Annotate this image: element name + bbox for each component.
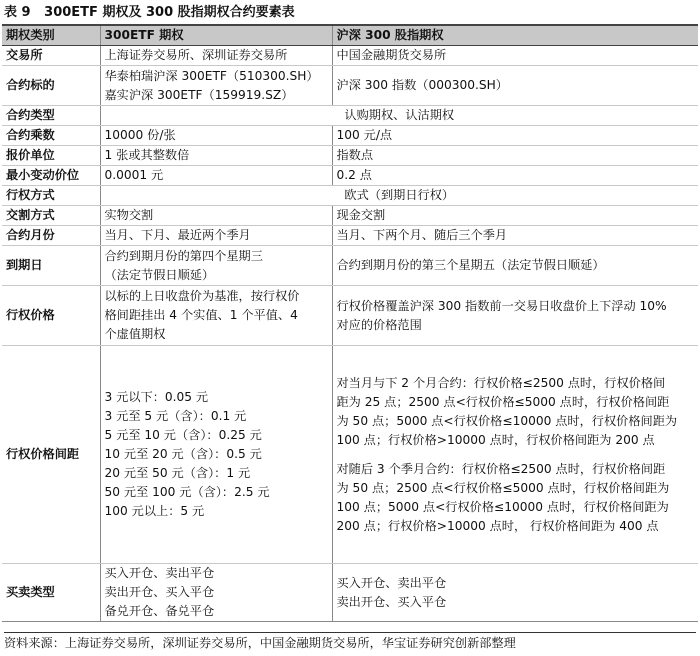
paragraph-gap bbox=[337, 450, 695, 460]
index-option-value bbox=[332, 286, 698, 346]
table-number: 表 9 bbox=[4, 5, 31, 20]
cell-line: 买入开仓、卖出平仓 bbox=[104, 566, 215, 580]
cell-line: 指数点 bbox=[336, 148, 374, 162]
index-option-value bbox=[332, 564, 698, 622]
cell-line: 个虚值期权 bbox=[104, 327, 166, 341]
cell-line: 卖出开仓、买入平仓 bbox=[336, 594, 447, 609]
index-option-value bbox=[332, 66, 698, 106]
index-option-value bbox=[332, 166, 698, 186]
etf-option-value bbox=[100, 346, 332, 564]
cell-line: 10000 份/张 bbox=[104, 128, 176, 142]
cell-line: 当月、下两个月、随后三个季月 bbox=[336, 228, 508, 242]
row-label: 合约乘数 bbox=[2, 126, 100, 146]
table-row bbox=[2, 346, 698, 564]
cell-line: 为 50 点；5000 点<行权价格≤10000 点时，行权价格间距为 bbox=[336, 413, 678, 428]
header-category: 期权类别 bbox=[2, 25, 100, 46]
index-option-value bbox=[332, 346, 698, 564]
cell-line: 对当月与下 2 个月合约：行权价格≤2500 点时，行权价格间 bbox=[336, 375, 666, 390]
table-row bbox=[2, 286, 698, 346]
cell-line: 嘉实沪深 300ETF（159919.SZ） bbox=[104, 87, 294, 102]
table-row bbox=[2, 146, 698, 166]
etf-option-value bbox=[100, 66, 332, 106]
table-row bbox=[2, 206, 698, 226]
etf-option-value bbox=[100, 46, 332, 66]
cell-line: 华泰柏瑞沪深 300ETF（510300.SH） bbox=[104, 68, 319, 83]
table-row bbox=[2, 66, 698, 106]
table-row bbox=[2, 46, 698, 66]
cell-line: 上海证券交易所、深圳证券交易所 bbox=[104, 48, 288, 62]
shared-value: 认购期权、认沽期权 bbox=[100, 106, 698, 126]
etf-option-value bbox=[100, 226, 332, 246]
etf-option-value bbox=[100, 166, 332, 186]
row-label: 合约标的 bbox=[2, 66, 100, 106]
index-option-value bbox=[332, 146, 698, 166]
etf-option-value bbox=[100, 206, 332, 226]
index-option-value bbox=[332, 246, 698, 286]
cell-line: 合约到期月份的第三个星期五（法定节假日顺延） bbox=[336, 258, 605, 272]
cell-line: 备兑开仓、备兑平仓 bbox=[104, 604, 215, 618]
cell-line: 沪深 300 指数（000300.SH） bbox=[336, 78, 508, 92]
index-option-value bbox=[332, 226, 698, 246]
table-row bbox=[2, 226, 698, 246]
row-label: 买卖类型 bbox=[2, 564, 100, 622]
cell-line: 当月、下月、最近两个季月 bbox=[104, 228, 251, 242]
cell-line: 50 元至 100 元（含）：2.5 元 bbox=[104, 485, 270, 499]
cell-line: 实物交割 bbox=[104, 208, 154, 222]
cell-line: （法定节假日顺延） bbox=[104, 267, 215, 282]
cell-line: 现金交割 bbox=[336, 208, 386, 222]
table-row bbox=[2, 106, 698, 126]
cell-line: 为 50 点；2500 点<行权价格≤5000 点时，行权价格间距为 bbox=[336, 480, 670, 495]
cell-line: 以标的上日收盘价为基准，按行权价 bbox=[104, 289, 300, 303]
index-option-value bbox=[332, 46, 698, 66]
row-label: 行权方式 bbox=[2, 186, 100, 206]
cell-line: 100 元以上：5 元 bbox=[104, 504, 205, 518]
row-label: 合约月份 bbox=[2, 226, 100, 246]
row-label: 行权价格 bbox=[2, 286, 100, 346]
header-index-option: 沪深 300 股指期权 bbox=[332, 25, 698, 46]
etf-option-value bbox=[100, 564, 332, 622]
index-option-value bbox=[332, 206, 698, 226]
shared-value: 欧式（到期日行权） bbox=[100, 186, 698, 206]
etf-option-value bbox=[100, 286, 332, 346]
cell-line: 0.2 点 bbox=[336, 168, 372, 182]
cell-line: 买入开仓、卖出平仓 bbox=[336, 575, 447, 590]
cell-line: 100 点；行权价格>10000 点时，行权价格间距为 200 点 bbox=[336, 432, 655, 447]
index-option-value bbox=[332, 126, 698, 146]
row-label: 行权价格间距 bbox=[2, 346, 100, 564]
cell-line: 对应的价格范围 bbox=[336, 317, 422, 332]
cell-line: 格间距挂出 4 个实值、1 个平值、4 bbox=[104, 308, 298, 322]
row-label: 报价单位 bbox=[2, 146, 100, 166]
contract-spec-table bbox=[2, 24, 698, 622]
cell-line: 3 元以下：0.05 元 bbox=[104, 390, 209, 404]
cell-line: 5 元至 10 元（含）：0.25 元 bbox=[104, 428, 262, 442]
source-note: 资料来源：上海证券交易所，深圳证券交易所，中国金融期货交易所，华宝证券研究创新部整理 bbox=[4, 632, 696, 653]
cell-line: 中国金融期货交易所 bbox=[336, 48, 447, 62]
cell-line: 对随后 3 个季月合约：行权价格≤2500 点时，行权价格间距 bbox=[336, 461, 666, 476]
cell-line: 行权价格覆盖沪深 300 指数前一交易日收盘价上下浮动 10% bbox=[336, 298, 667, 313]
row-label: 最小变动价位 bbox=[2, 166, 100, 186]
cell-line: 3 元至 5 元（含）：0.1 元 bbox=[104, 409, 247, 423]
table-title bbox=[4, 2, 696, 24]
cell-line: 20 元至 50 元（含）：1 元 bbox=[104, 466, 251, 480]
table-caption: 300ETF 期权及 300 股指期权合约要素表 bbox=[44, 5, 295, 20]
cell-line: 0.0001 元 bbox=[104, 168, 164, 182]
cell-line: 100 元/点 bbox=[336, 128, 393, 142]
cell-line: 10 元至 20 元（含）：0.5 元 bbox=[104, 447, 262, 461]
etf-option-value bbox=[100, 146, 332, 166]
row-label: 交易所 bbox=[2, 46, 100, 66]
cell-line: 100 点；5000 点<行权价格≤10000 点时，行权价格间距为 bbox=[336, 499, 669, 514]
cell-line: 卖出开仓、买入平仓 bbox=[104, 585, 215, 599]
cell-line: 1 张或其整数倍 bbox=[104, 148, 190, 162]
table-row bbox=[2, 166, 698, 186]
table-row bbox=[2, 186, 698, 206]
row-label: 合约类型 bbox=[2, 106, 100, 126]
table-row bbox=[2, 126, 698, 146]
cell-line: 合约到期月份的第四个星期三 bbox=[104, 248, 263, 263]
row-label: 到期日 bbox=[2, 246, 100, 286]
table-header-row bbox=[2, 25, 698, 46]
cell-line: 距为 25 点；2500 点<行权价格≤5000 点时，行权价格间距 bbox=[336, 394, 670, 409]
table-row bbox=[2, 564, 698, 622]
header-etf-option: 300ETF 期权 bbox=[100, 25, 332, 46]
etf-option-value bbox=[100, 246, 332, 286]
cell-line: 200 点；行权价格>10000 点时， 行权价格间距为 400 点 bbox=[336, 518, 659, 533]
table-row bbox=[2, 246, 698, 286]
etf-option-value bbox=[100, 126, 332, 146]
row-label: 交割方式 bbox=[2, 206, 100, 226]
